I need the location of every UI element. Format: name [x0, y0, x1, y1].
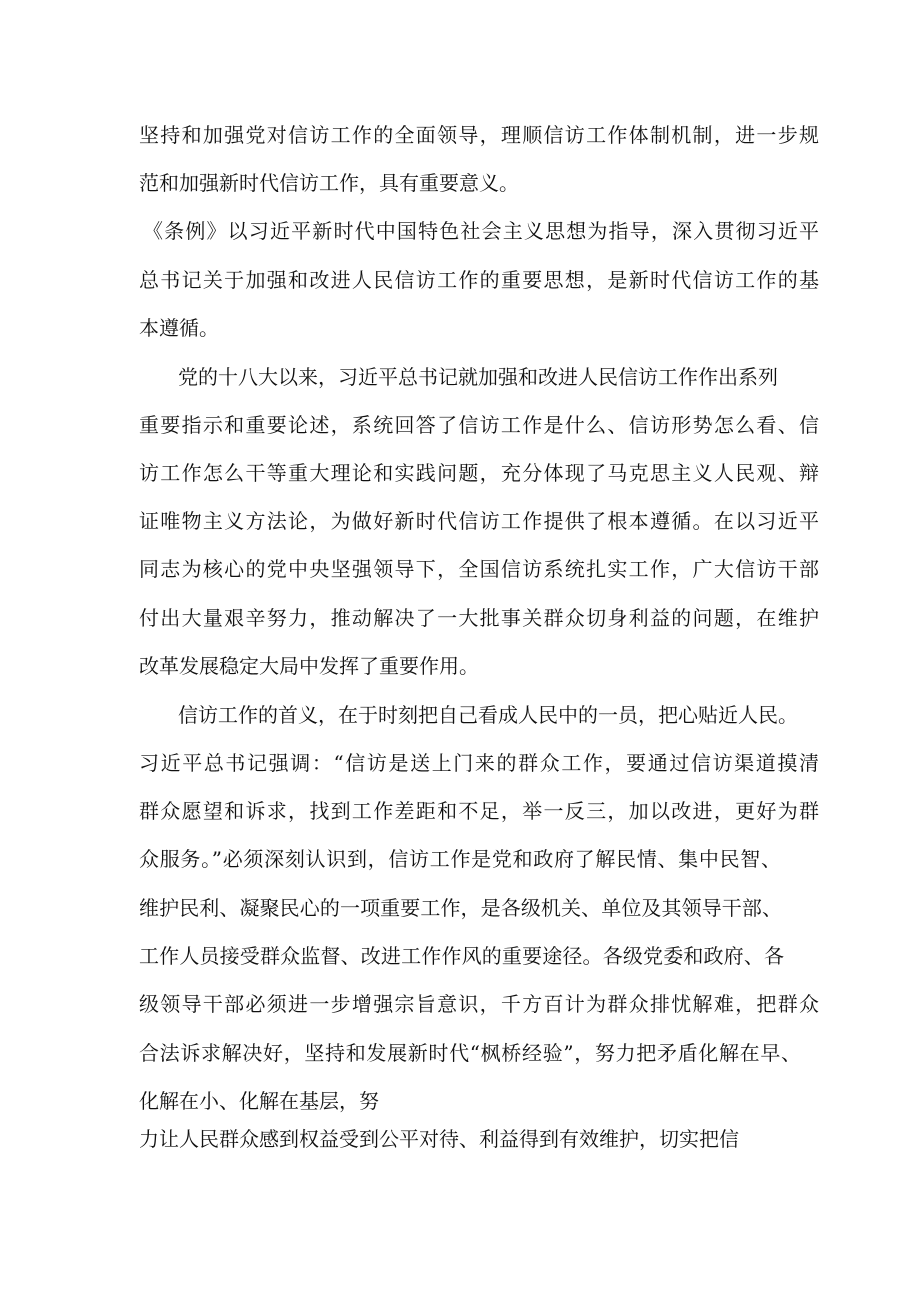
text-line: 坚持和加强党对信访工作的全面领导，理顺信访工作体制机制，进一步规: [139, 123, 819, 147]
text-line: 信访工作的首义，在于时刻把自己看成人民中的一员，把心贴近人民。: [178, 703, 798, 727]
text-line: 合法诉求解决好，坚持和发展新时代“枫桥经验”，努力把矛盾化解在早、: [139, 1041, 801, 1065]
text-line: 习近平总书记强调：“信访是送上门来的群众工作，要通过信访渠道摸清: [139, 751, 819, 775]
text-line: 范和加强新时代信访工作，具有重要意义。: [139, 171, 519, 195]
text-line: 党的十八大以来，习近平总书记就加强和改进人民信访工作作出系列: [178, 365, 778, 389]
text-line: 群众愿望和诉求，找到工作差距和不足，举一反三，加以改进，更好为群: [139, 799, 819, 823]
text-line: 本遵循。: [139, 316, 219, 340]
text-line: 总书记关于加强和改进人民信访工作的重要思想，是新时代信访工作的基: [139, 268, 819, 292]
text-line: 付出大量艰辛努力，推动解决了一大批事关群众切身利益的问题，在维护: [139, 606, 819, 630]
text-line: 力让人民群众感到权益受到公平对待、利益得到有效维护，切实把信: [139, 1127, 739, 1151]
text-line: 同志为核心的党中央坚强领导下，全国信访系统扎实工作，广大信访干部: [139, 557, 819, 581]
text-line: 证唯物主义方法论，为做好新时代信访工作提供了根本遵循。在以习近平: [139, 509, 819, 533]
text-line: 维护民利、凝聚民心的一项重要工作，是各级机关、单位及其领导干部、: [139, 896, 782, 920]
text-line: 级领导干部必须进一步增强宗旨意识，千方百计为群众排忧解难，把群众: [139, 992, 819, 1016]
text-line: 化解在小、化解在基层，努: [139, 1089, 379, 1113]
text-line: 工作人员接受群众监督、改进工作作风的重要途径。各级党委和政府、各: [139, 944, 784, 968]
text-line: 改革发展稳定大局中发挥了重要作用。: [139, 654, 479, 678]
text-line: 《条例》以习近平新时代中国特色社会主义思想为指导，深入贯彻习近平: [143, 219, 819, 243]
text-line: 重要指示和重要论述，系统回答了信访工作是什么、信访形势怎么看、信: [139, 413, 819, 437]
text-line: 访工作怎么干等重大理论和实践问题，充分体现了马克思主义人民观、辩: [139, 461, 819, 485]
text-line: 众服务。”必须深刻认识到，信访工作是党和政府了解民情、集中民智、: [139, 847, 781, 871]
